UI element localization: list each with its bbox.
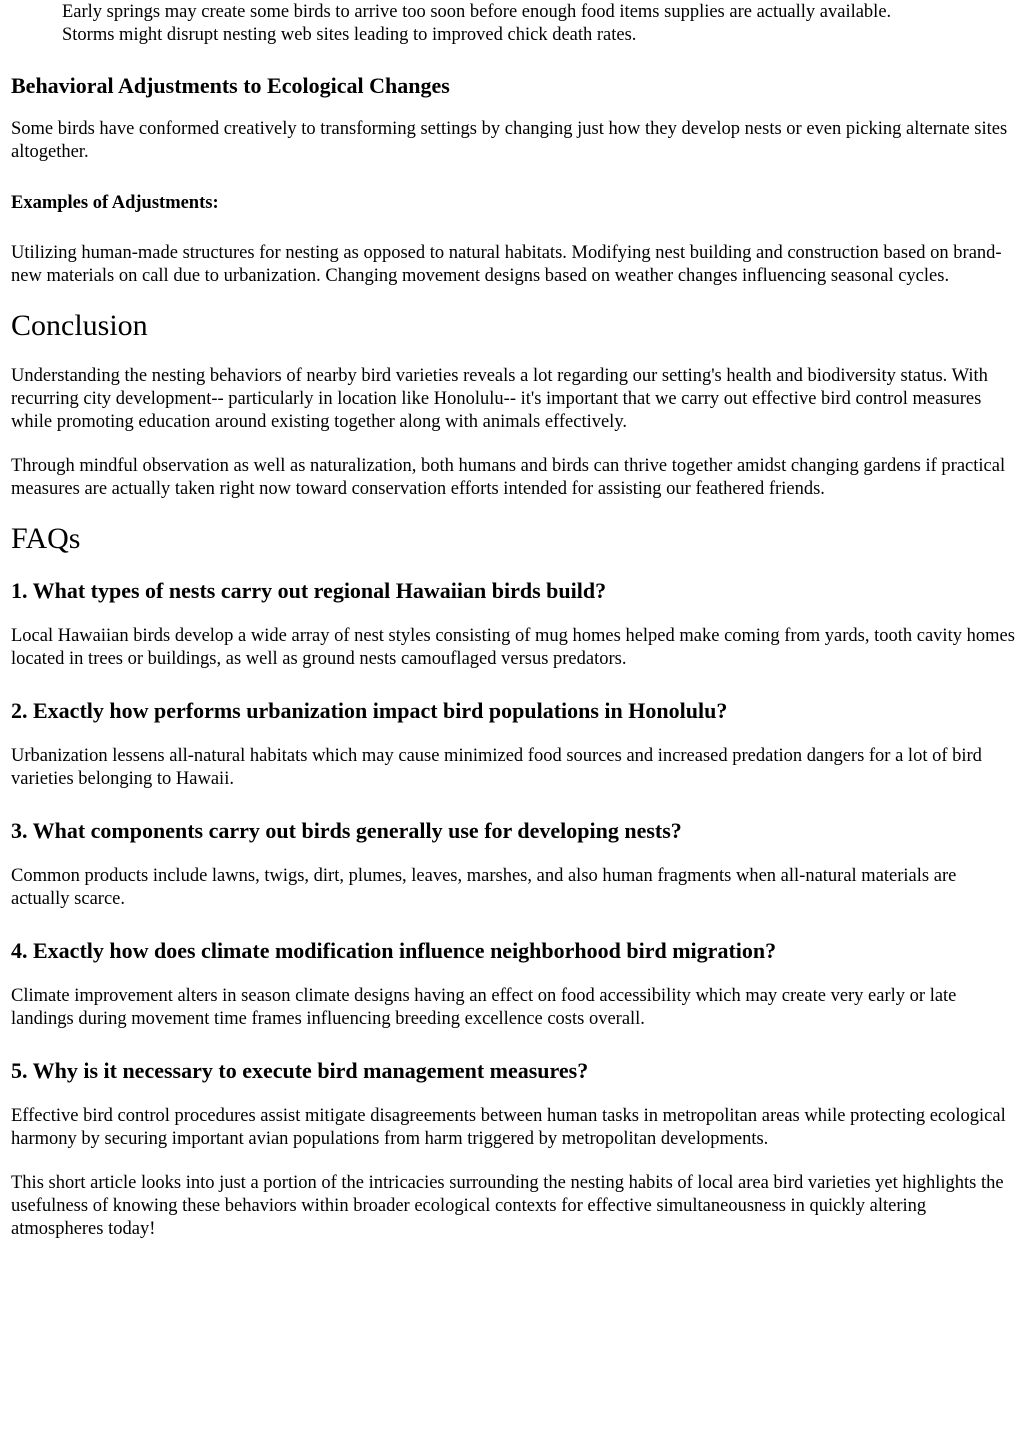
conclusion-heading: Conclusion (11, 309, 148, 342)
faq-question-3: 3. What components carry out birds generally use for developing nests? (11, 818, 682, 843)
faq-answer-5: Effective bird control procedures assist mitigate disagreements between human tasks in metropolitan areas while protecting ecological harmony by securing important avian populations from harm triggered by metropolitan developments. (11, 1106, 1006, 1149)
faq-answer-3: Common products include lawns, twigs, dirt, plumes, leaves, marshes, and also human fragments when all-natural materials are actually scarce. (11, 866, 957, 909)
faq-answer-1: Local Hawaiian birds develop a wide array of nest styles consisting of mug homes helped make coming from yards, tooth cavity homes located in trees or buildings, as well as ground nests camouflaged versus predators. (11, 626, 1015, 669)
faq-question-4: 4. Exactly how does climate modification influence neighborhood bird migration? (11, 938, 777, 963)
list-item: Storms might disrupt nesting web sites leading to improved chick death rates. (62, 25, 637, 45)
faq-question-2: 2. Exactly how performs urbanization impact bird populations in Honolulu? (11, 698, 728, 723)
list-item: Early springs may create some birds to arrive too soon before enough food items supplies are actually available. (62, 2, 892, 22)
intro-list (11, 1, 1016, 47)
faq-question-5: 5. Why is it necessary to execute bird management measures? (11, 1058, 589, 1083)
faq-question-1: 1. What types of nests carry out regional Hawaiian birds build? (11, 578, 607, 603)
behavioral-paragraph: Some birds have conformed creatively to transforming settings by changing just how they develop nests or even picking alternate sites altogether. (11, 119, 1008, 162)
examples-paragraph: Utilizing human-made structures for nesting as opposed to natural habitats. Modifying nest building and construction based on brand-new materials on call due to urbanization. Changing movement designs based on weather changes influencing seasonal cycles. (11, 243, 1002, 286)
faq-answer-4: Climate improvement alters in season climate designs having an effect on food accessibility which may create very early or late landings during movement time frames influencing breeding excellence costs overall. (11, 986, 957, 1029)
conclusion-paragraph-2: Through mindful observation as well as naturalization, both humans and birds can thrive together amidst changing gardens if practical measures are actually taken right now toward conservation efforts intended for assisting our feathered friends. (11, 456, 1006, 499)
faq-answer-2: Urbanization lessens all-natural habitats which may cause minimized food sources and increased predation dangers for a lot of bird varieties belonging to Hawaii. (11, 746, 982, 789)
closing-paragraph: This short article looks into just a portion of the intricacies surrounding the nesting habits of local area bird varieties yet highlights the usefulness of knowing these behaviors within broader ecological contexts for effective simultaneousness in quickly altering atmospheres today! (11, 1173, 1004, 1239)
behavioral-heading: Behavioral Adjustments to Ecological Changes (11, 73, 450, 98)
examples-heading: Examples of Adjustments: (11, 193, 219, 213)
conclusion-paragraph-1: Understanding the nesting behaviors of nearby bird varieties reveals a lot regarding our setting's health and biodiversity status. With recurring city development-- particularly in location like Honolulu-- it's important that we carry out effective bird control measures while promoting education around existing together along with animals effectively. (11, 366, 988, 432)
faqs-heading: FAQs (11, 522, 81, 555)
